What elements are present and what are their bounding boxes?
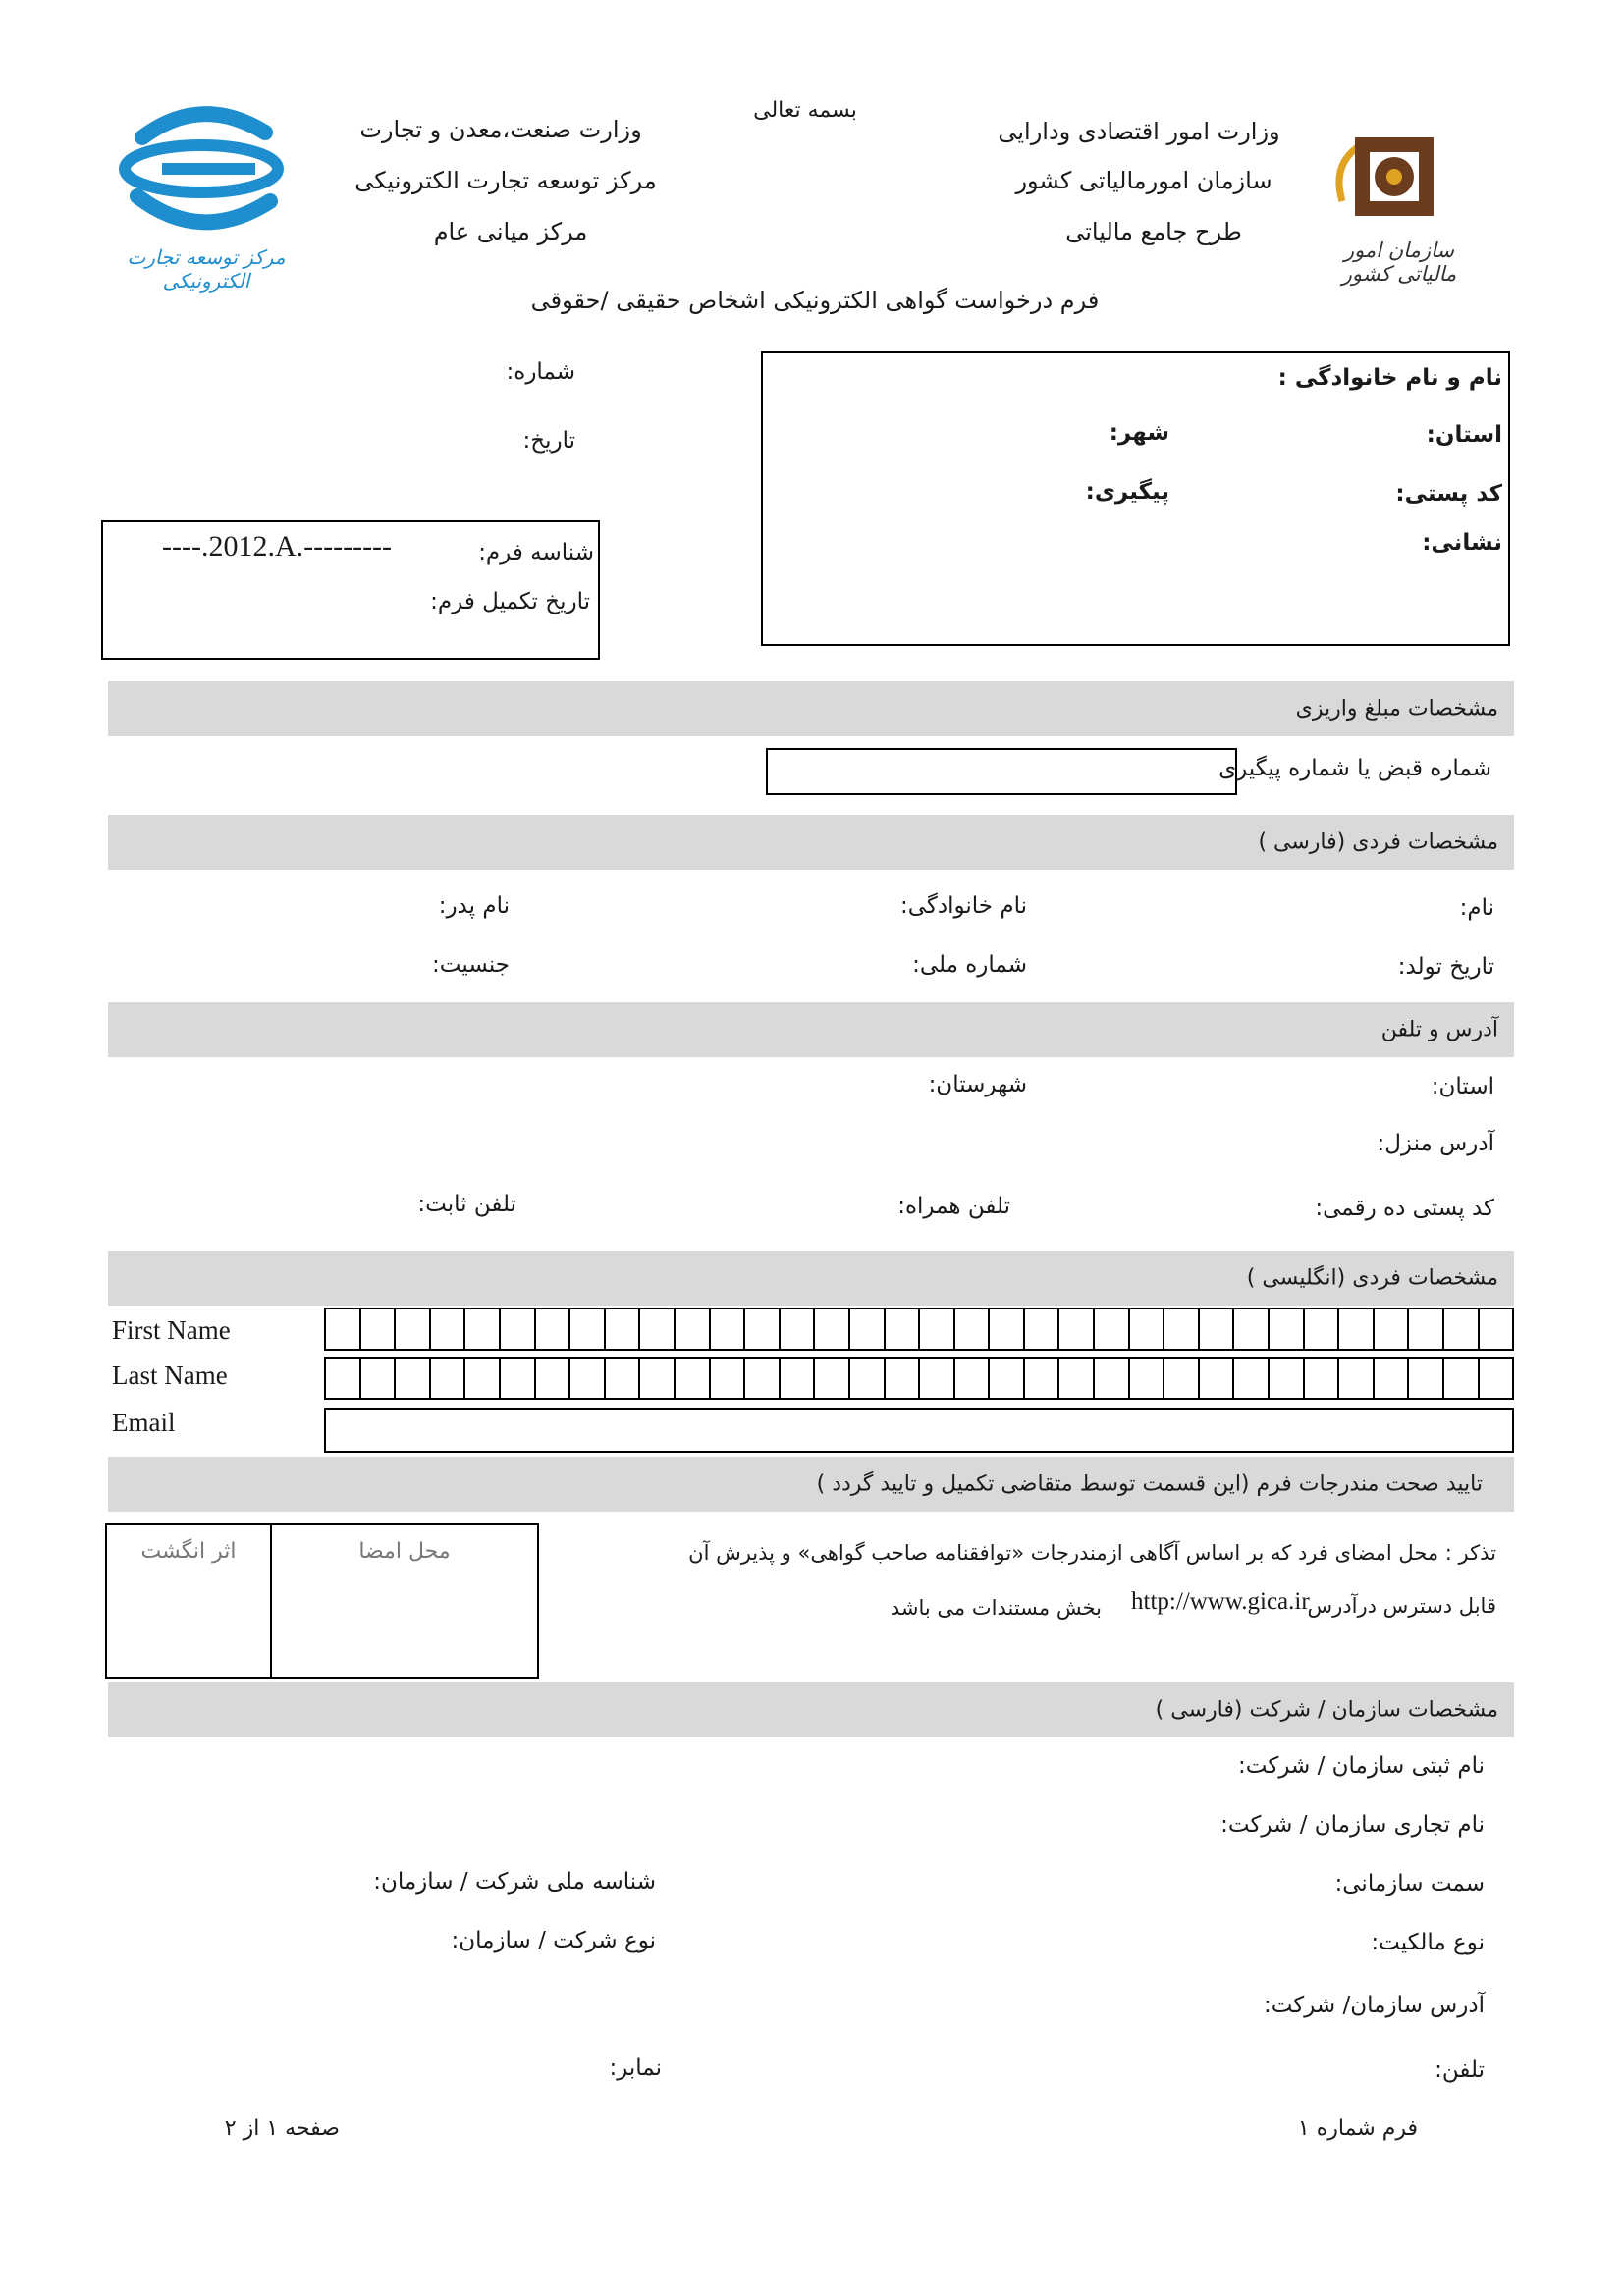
trade-name-label: نام تجاری سازمان / شرکت: <box>1220 1812 1485 1838</box>
last-name-en-grid[interactable] <box>324 1357 1514 1400</box>
left-org-line-2: مرکز توسعه تجارت الکترونیکی <box>354 167 657 194</box>
signature-label: محل امضا <box>358 1539 451 1564</box>
organization-fax-label: نمابر: <box>609 2056 662 2081</box>
personal-fa-section-bar <box>108 815 1514 870</box>
form-title: فرم درخواست گواهی الکترونیکی اشخاص حقیقی /حقوقی <box>530 287 1100 314</box>
signature-cell[interactable] <box>272 1525 537 1677</box>
left-logo-text: مرکز توسعه تجارت الکترونیکی <box>127 245 286 293</box>
bismillah: بسمه تعالی <box>753 98 857 123</box>
email-input[interactable] <box>324 1408 1514 1453</box>
address-phone-section-title: آدرس و تلفن <box>1380 1017 1498 1042</box>
first-name-en-label: First Name <box>112 1315 231 1345</box>
full-name-label: نام و نام خانوادگی : <box>1277 365 1502 391</box>
home-address-label: آدرس منزل: <box>1377 1131 1494 1156</box>
form-id-box <box>101 520 600 660</box>
tracking-label: پیگیری: <box>1085 479 1169 505</box>
postal-code-10-label: کد پستی ده رقمی: <box>1315 1196 1494 1221</box>
signature-fingerprint-box <box>105 1523 539 1679</box>
personal-en-section-bar <box>108 1251 1514 1306</box>
organization-phone-label: تلفن: <box>1435 2057 1485 2083</box>
email-label: Email <box>112 1408 176 1437</box>
right-logo-text: سازمان امور مالیاتی کشور <box>1341 239 1457 286</box>
address-label: نشانی: <box>1422 530 1502 556</box>
verification-section-title: تایید صحت مندرجات فرم (این قسمت توسط متقاضی تکمیل و تایید گردد ) <box>816 1471 1483 1497</box>
verification-note-prefix: قابل دسترس درآدرس <box>1307 1594 1496 1618</box>
national-id-label: شماره ملی: <box>912 952 1027 978</box>
county-label: شهرستان: <box>928 1072 1027 1097</box>
ownership-type-label: نوع مالکیت: <box>1371 1930 1485 1955</box>
postal-code-label: کد پستی: <box>1395 481 1502 507</box>
right-logo <box>1321 123 1478 286</box>
tax-emblem-icon <box>1321 123 1478 231</box>
registered-name-label: نام ثبتی سازمان / شرکت: <box>1238 1753 1485 1779</box>
organization-section-bar <box>108 1682 1514 1737</box>
right-org-line-1: وزارت امور اقتصادی ودارایی <box>998 118 1280 145</box>
right-org-line-2: سازمان امورمالیاتی کشور <box>1015 167 1272 194</box>
last-name-fa-label: نام خانوادگی: <box>900 893 1027 919</box>
left-org-line-3: مرکز میانی عام <box>433 218 588 245</box>
gender-label: جنسیت: <box>432 952 510 978</box>
address-phone-section-bar <box>108 1002 1514 1057</box>
receipt-label: شماره قبض یا شماره پیگیری <box>1218 756 1491 781</box>
right-org-line-3: طرح جامع مالیاتی <box>1065 218 1242 245</box>
page-info: صفحه ۱ از ۲ <box>224 2116 340 2141</box>
fingerprint-cell[interactable] <box>107 1525 272 1677</box>
organization-section-title: مشخصات سازمان / شرکت (فارسی ) <box>1155 1697 1498 1723</box>
form-number: فرم شماره ۱ <box>1297 2116 1418 2141</box>
first-name-en-grid[interactable] <box>324 1308 1514 1351</box>
completion-date-label[interactable]: تاریخ تکمیل فرم: <box>430 589 590 614</box>
applicant-address-box <box>761 351 1510 646</box>
left-logo <box>108 98 304 293</box>
date-label: تاریخ: <box>522 428 575 454</box>
birth-date-label: تاریخ تولد: <box>1397 954 1494 980</box>
last-name-en-label: Last Name <box>112 1361 228 1390</box>
number-label: شماره: <box>506 359 575 385</box>
position-label: سمت سازمانی: <box>1334 1871 1485 1896</box>
company-type-label: نوع شرکت / سازمان: <box>451 1928 656 1953</box>
left-org-line-1: وزارت صنعت،معدن و تجارت <box>359 116 642 143</box>
landline-label: تلفن ثابت: <box>417 1192 516 1217</box>
mobile-label: تلفن همراه: <box>897 1194 1010 1219</box>
father-name-label: نام پدر: <box>438 893 510 919</box>
company-national-id-label: شناسه ملی شرکت / سازمان: <box>373 1869 656 1895</box>
payment-section-title: مشخصات مبلغ واریزی <box>1295 696 1498 721</box>
personal-fa-section-title: مشخصات فردی (فارسی ) <box>1258 829 1498 855</box>
gica-url-link[interactable]: http://www.gica.ir <box>1131 1588 1310 1615</box>
receipt-input[interactable] <box>766 748 1237 795</box>
home-province-label: استان: <box>1431 1074 1494 1099</box>
verification-note-suffix: بخش مستندات می باشد <box>890 1596 1102 1620</box>
city-label: شهر: <box>1109 420 1169 446</box>
form-id-label: شناسه فرم: <box>478 540 594 565</box>
form-id-value: ----.2012.A.--------- <box>162 530 393 562</box>
verification-section-bar <box>108 1457 1514 1512</box>
first-name-fa-label: نام: <box>1459 895 1494 921</box>
payment-section-bar <box>108 681 1514 736</box>
province-label: استان: <box>1426 422 1502 448</box>
personal-en-section-title: مشخصات فردی (انگلیسی ) <box>1246 1265 1498 1291</box>
organization-address-label: آدرس سازمان/ شرکت: <box>1263 1993 1485 2018</box>
fingerprint-label: اثر انگشت <box>140 1539 237 1564</box>
verification-note-line-1: تذکر : محل امضای فرد که بر اساس آگاهی ازمندرجات «توافقنامه صاحب گواهی» و پذیرش آن <box>688 1541 1496 1565</box>
